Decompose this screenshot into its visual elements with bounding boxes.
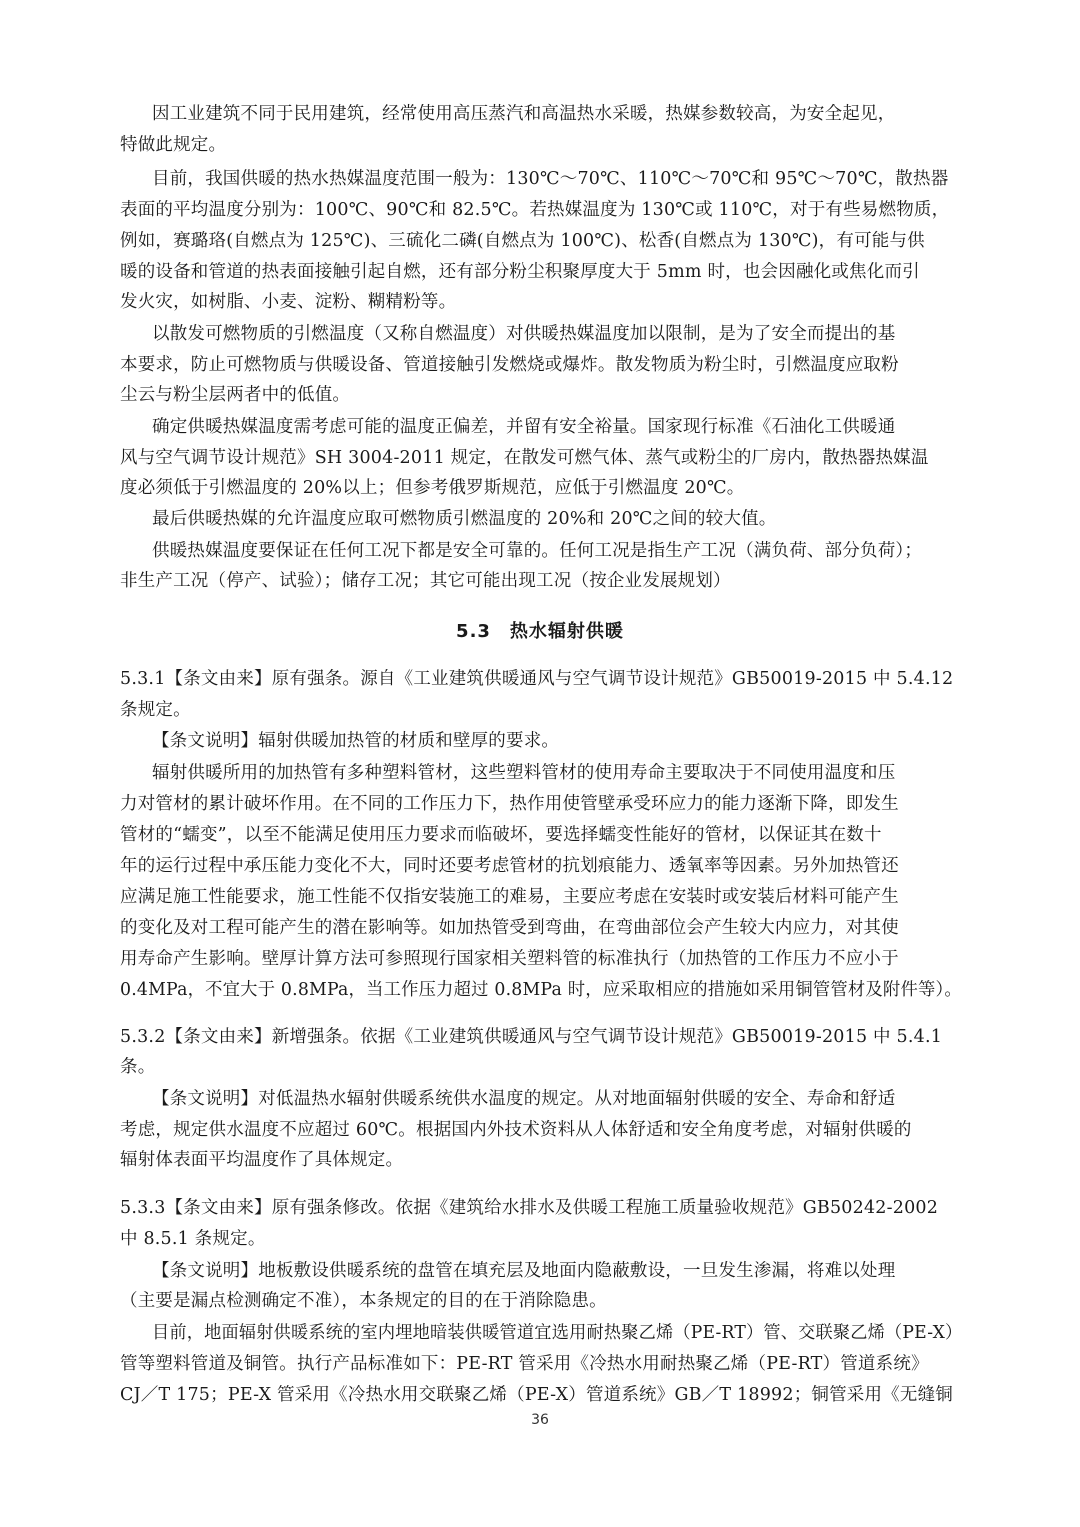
text-line: 供暖热媒温度要保证在任何工况下都是安全可靠的。任何工况是指生产工况（满负荷、部分负荷）； <box>152 541 923 561</box>
text-line: 辐射供暖所用的加热管有多种塑料管材，这些塑料管材的使用寿命主要取决于不同使用温度和压 <box>152 763 896 783</box>
text-line: 特做此规定。 <box>120 135 227 155</box>
clause-line: 5.3.1【条文由来】原有强条。源自《工业建筑供暖通风与空气调节设计规范》GB50019-2015 中 5.4.12 <box>120 669 954 689</box>
clause-line: 条。 <box>120 1057 156 1077</box>
text-line: 用寿命产生影响。壁厚计算方法可参照现行国家相关塑料管的标准执行（加热管的工作压力不应小于 <box>120 949 899 969</box>
text-line: 应满足施工性能要求，施工性能不仅指安装施工的难易，主要应考虑在安装时或安装后材料可能产生 <box>120 887 899 907</box>
text-line: 【条文说明】对低温热水辐射供暖系统供水温度的规定。从对地面辐射供暖的安全、寿命和舒适 <box>152 1089 896 1109</box>
text-line: 力对管材的累计破坏作用。在不同的工作压力下，热作用使管壁承受环应力的能力逐渐下降，即发生 <box>120 794 899 814</box>
text-line: CJ／T 175；PE-X 管采用《冷热水用交联聚乙烯（PE-X）管道系统》GB／T 18992；铜管采用《无缝铜 <box>120 1385 953 1405</box>
text-line: 以散发可燃物质的引燃温度（又称自燃温度）对供暖热媒温度加以限制，是为了安全而提出的基 <box>152 324 896 344</box>
text-line: 风与空气调节设计规范》SH 3004-2011 规定，在散发可燃气体、蒸气或粉尘的厂房内，散热器热媒温 <box>120 448 929 468</box>
text-line: 确定供暖热媒温度需考虑可能的温度正偏差，并留有安全裕量。国家现行标准《石油化工供暖通 <box>152 417 896 437</box>
text-line: 目前，我国供暖的热水热媒温度范围一般为：130℃～70℃、110℃～70℃和 95℃～70℃，散热器 <box>152 169 949 189</box>
text-line: 发火灾，如树脂、小麦、淀粉、糊精粉等。 <box>120 292 457 312</box>
text-line: 非生产工况（停产、试验）；储存工况；其它可能出现工况（按企业发展规划） <box>120 571 731 591</box>
clause-line: 条规定。 <box>120 700 191 720</box>
text-line: 表面的平均温度分别为：100℃、90℃和 82.5℃。若热媒温度为 130℃或 110℃，对于有些易燃物质， <box>120 200 950 220</box>
text-line: 目前，地面辐射供暖系统的室内埋地暗装供暖管道宜选用耐热聚乙烯（PE-RT）管、交联聚乙烯（PE-X） <box>152 1323 963 1343</box>
text-line: 辐射体表面平均温度作了具体规定。 <box>120 1150 404 1170</box>
text-line: 最后供暖热媒的允许温度应取可燃物质引燃温度的 20%和 20℃之间的较大值。 <box>152 509 777 529</box>
text-line: 例如，赛璐珞(自燃点为 125℃)、三硫化二磷(自燃点为 100℃)、松香(自燃点为 130℃)，有可能与供 <box>120 231 925 251</box>
text-line: 管等塑料管道及铜管。执行产品标准如下：PE-RT 管采用《冷热水用耐热聚乙烯（PE-RT）管道系统》 <box>120 1354 929 1374</box>
text-line: （主要是漏点检测确定不准），本条规定的目的在于消除隐患。 <box>120 1291 607 1311</box>
text-line: 0.4MPa，不宜大于 0.8MPa，当工作压力超过 0.8MPa 时，应采取相应的措施如采用铜管管材及附件等）。 <box>120 980 962 1000</box>
text-line: 度必须低于引燃温度的 20%以上；但参考俄罗斯规范，应低于引燃温度 20℃。 <box>120 478 745 498</box>
text-line: 本要求，防止可燃物质与供暖设备、管道接触引发燃烧或爆炸。散发物质为粉尘时，引燃温度应取粉 <box>120 355 899 375</box>
clause-line: 中 8.5.1 条规定。 <box>120 1229 266 1249</box>
text-line: 考虑，规定供水温度不应超过 60℃。根据国内外技术资料从人体舒适和安全角度考虑，对辐射供暖的 <box>120 1120 912 1140</box>
clause-line: 5.3.3【条文由来】原有强条修改。依据《建筑给水排水及供暖工程施工质量验收规范》GB50242-2002 <box>120 1198 939 1218</box>
clause-line: 5.3.2【条文由来】新增强条。依据《工业建筑供暖通风与空气调节设计规范》GB50019-2015 中 5.4.1 <box>120 1027 943 1047</box>
text-line: 暖的设备和管道的热表面接触引起自燃，还有部分粉尘积聚厚度大于 5mm 时，也会因融化或焦化而引 <box>120 262 920 282</box>
text-line: 年的运行过程中承压能力变化不大，同时还要考虑管材的抗划痕能力、透氧率等因素。另外加热管还 <box>120 856 899 876</box>
text-line: 【条文说明】辐射供暖加热管的材质和壁厚的要求。 <box>152 731 560 751</box>
text-line: 管材的“蠕变”，以至不能满足使用压力要求而临破坏，要选择蠕变性能好的管材，以保证其在数十 <box>120 825 882 845</box>
text-line: 的变化及对工程可能产生的潜在影响等。如加热管受到弯曲，在弯曲部位会产生较大内应力，对其使 <box>120 918 899 938</box>
text-line: 因工业建筑不同于民用建筑，经常使用高压蒸汽和高温热水采暖，热媒参数较高，为安全起见， <box>152 104 896 124</box>
text-line: 【条文说明】地板敷设供暖系统的盘管在填充层及地面内隐蔽敷设，一旦发生渗漏，将难以处理 <box>152 1261 896 1281</box>
page-number: 36 <box>531 1412 549 1428</box>
section-heading: 5.3 热水辐射供暖 <box>456 621 624 642</box>
text-line: 尘云与粉尘层两者中的低值。 <box>120 385 351 405</box>
